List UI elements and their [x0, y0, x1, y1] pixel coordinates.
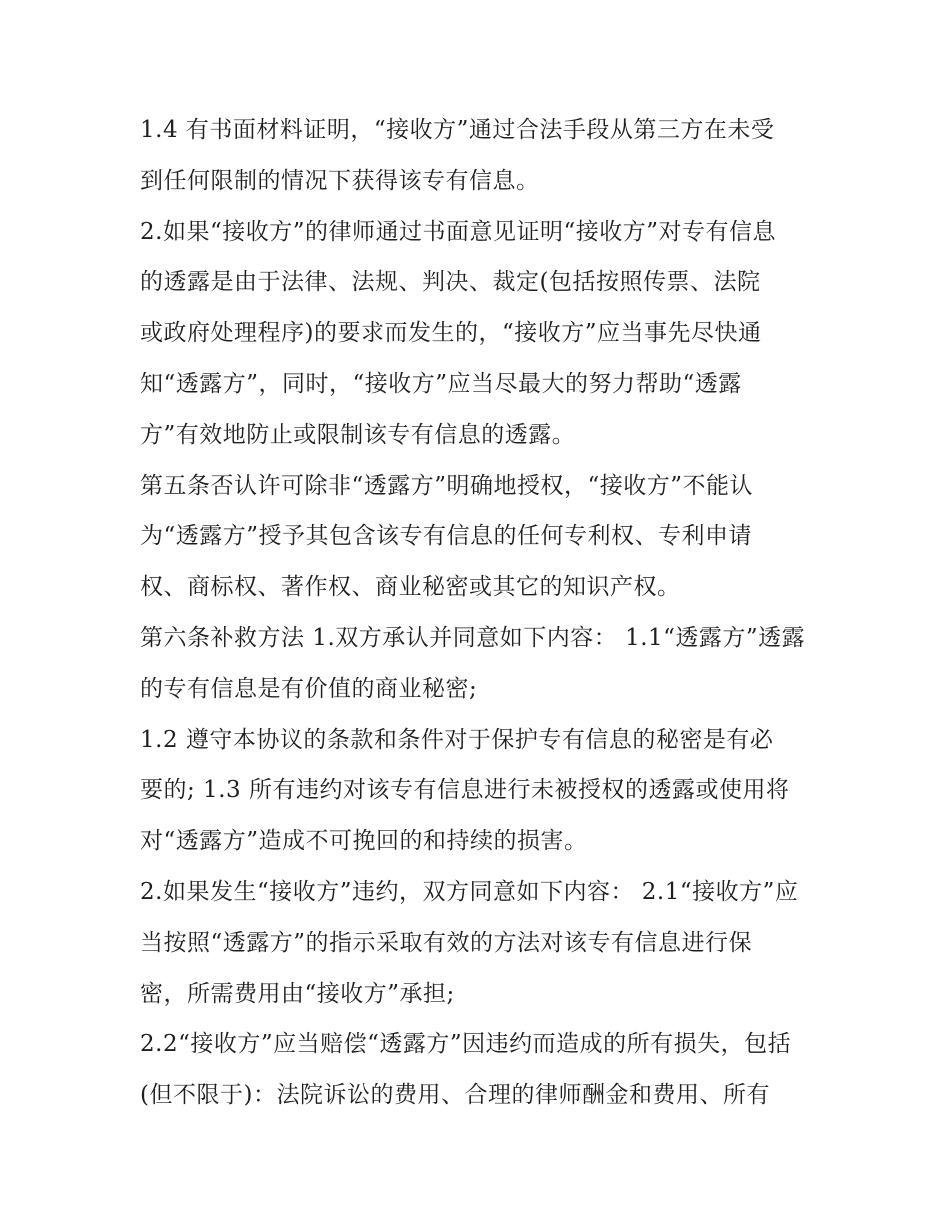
text-line: 的透露是由于法律、法规、判决、裁定(包括按照传票、法院 [140, 269, 761, 296]
text-line: 2.如果发生“接收方”违约，双方同意如下内容： 2.1“接收方”应 [140, 878, 799, 905]
text-line: 1.2 遵守本协议的条款和条件对于保护专有信息的秘密是有必 [140, 726, 774, 753]
text-line: 第六条补救方法 1.双方承认并同意如下内容： 1.1“透露方”透露 [140, 624, 806, 651]
text-line: 对“透露方”造成不可挽回的和持续的损害。 [140, 828, 588, 855]
text-line: 2.如果“接收方”的律师通过书面意见证明“接收方”对专有信息 [140, 218, 776, 245]
text-line: 权、商标权、著作权、商业秘密或其它的知识产权。 [140, 574, 681, 601]
text-line: 密，所需费用由“接收方”承担; [140, 980, 455, 1007]
document-body [140, 105, 820, 1121]
text-line: 的专有信息是有价值的商业秘密; [140, 675, 478, 702]
text-line: 1.4 有书面材料证明，“接收方”通过合法手段从第三方在未受 [140, 117, 775, 143]
text-line: 方”有效地防止或限制该专有信息的透露。 [140, 421, 576, 448]
text-line: 第五条否认许可除非“透露方”明确地授权，“接收方”不能认 [140, 472, 754, 499]
text-line: (但不限于)：法院诉讼的费用、合理的律师酬金和费用、所有 [140, 1082, 770, 1109]
text-line: 为“透露方”授予其包含该专有信息的任何专利权、专利申请 [140, 523, 753, 550]
text-line: 当按照“透露方”的指示采取有效的方法对该专有信息进行保 [140, 929, 753, 956]
text-line: 或政府处理程序)的要求而发生的，“接收方”应当事先尽快通 [140, 320, 762, 347]
text-line: 2.2“接收方”应当赔偿“透露方”因违约而造成的所有损失，包括 [140, 1031, 792, 1058]
text-line: 知“透露方”，同时，“接收方”应当尽最大的努力帮助“透露 [140, 370, 742, 397]
text-line: 到任何限制的情况下获得该专有信息。 [140, 167, 540, 194]
text-line: 要的; 1.3 所有违约对该专有信息进行未被授权的透露或使用将 [140, 777, 790, 804]
